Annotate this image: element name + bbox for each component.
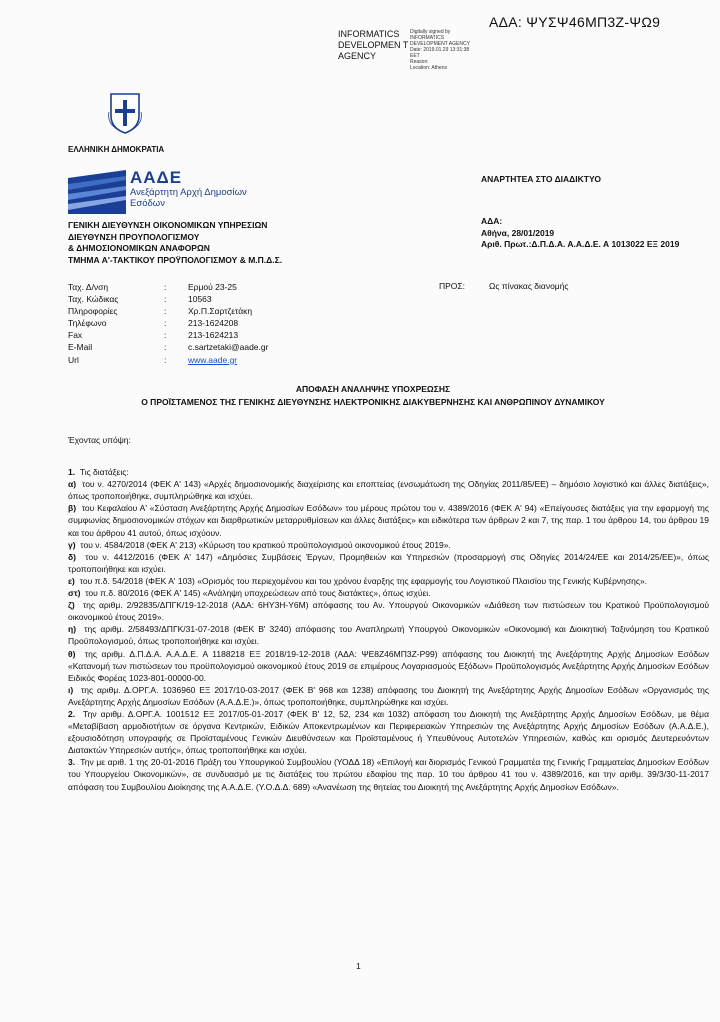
- paragraph-mark: 2.: [68, 708, 76, 719]
- colon: :: [164, 354, 167, 365]
- decision-title: ΑΠΟΦΑΣΗ ΑΝΑΛΗΨΗΣ ΥΠΟΧΡΕΩΣΗΣ: [295, 384, 451, 394]
- protocol-line: Αθήνα, 28/01/2019: [481, 227, 555, 238]
- recipient: [439, 281, 569, 291]
- paragraph: [68, 539, 709, 551]
- paragraph-mark: θ): [68, 648, 76, 659]
- contact-email: c.sartzetaki@aade.gr: [188, 342, 269, 353]
- intro-text: Έχοντας υπόψη:: [68, 435, 131, 445]
- signature-line: EET: [410, 53, 420, 59]
- paragraph-text: του ν. 4412/2016 (ΦΕΚ Α' 147) «Δημόσιες Συμβάσεις Έργων, Προμηθειών και Υπηρεσιών (προσαρμογή στις Οδηγίες 2014/24/ΕΕ και 2014/25/ΕΕ)», όπως τροποποιήθηκε και ισχύει.: [68, 551, 709, 574]
- contact-value: 213-1624208: [188, 318, 239, 329]
- paragraph-mark: β): [68, 503, 77, 514]
- contact-label: Fax: [68, 330, 83, 341]
- organization-header: [68, 220, 282, 266]
- contact-label: E-Mail: [68, 342, 93, 353]
- ada-code: ΑΔΑ: ΨΥΣΨ46ΜΠ3Ζ-ΨΩ9: [489, 14, 661, 30]
- protocol-line: ΑΔΑ:: [481, 216, 503, 226]
- signature-line: Date: 2019.01.29 13:31:38: [410, 47, 470, 53]
- paragraph: [68, 478, 709, 502]
- paragraph-mark: ε): [68, 575, 75, 586]
- colon: :: [164, 294, 167, 305]
- contact-value: 213-1624213: [188, 330, 239, 341]
- decision-authority: Ο ΠΡΟΪΣΤΑΜΕΝΟΣ ΤΗΣ ΓΕΝΙΚΗΣ ΔΙΕΥΘΥΝΣΗΣ ΗΛΕΚΤΡΟΝΙΚΗΣ ΔΙΑΚΥΒΕΡΝΗΣΗΣ ΚΑΙ ΑΝΘΡΩΠΙΝΟΥ ΔΥΝΑΜΙΚΟΥ: [141, 397, 605, 407]
- posting-notice: ΑΝΑΡΤΗΤΕΑ ΣΤΟ ΔΙΑΔΙΚΤΥΟ: [481, 174, 601, 184]
- document-body: [68, 434, 709, 793]
- paragraph: [68, 502, 709, 538]
- protocol-line: Αριθ. Πρωτ.:Δ.Π.Δ.Α. Α.Α.Δ.Ε. Α 1013022 ΕΞ 2019: [481, 239, 680, 249]
- colon: :: [164, 342, 167, 353]
- page-number: 1: [356, 961, 361, 971]
- signer-name: INFORMATICS DEVELOPMEN T AGENCY: [338, 29, 409, 61]
- recipient-value: Ως πίνακας διανομής: [489, 281, 569, 291]
- signature-line: Digitally signed by: [410, 29, 451, 35]
- contact-value: Χρ.Π.Σαρτζετάκη: [188, 306, 253, 317]
- contact-label: Url: [68, 354, 79, 365]
- org-line: & ΔΗΜΟΣΙΟΝΟΜΙΚΩΝ ΑΝΑΦΟΡΩΝ: [68, 243, 210, 253]
- paragraph-mark: ζ): [68, 600, 75, 611]
- paragraph-text: του Κεφαλαίου Α' «Σύσταση Ανεξάρτητης Αρχής Δημοσίων Εσόδων» του μέρους πρώτου του ν. 4389/2016 (ΦΕΚ Α' 94) «Επείγουσες διατάξεις για την εφαρμογή της συμφωνίας δημοσιονομικών στόχων και διαρθρωτικών μεταρρυθμίσεων και άλλες διατάξεις» και ειδικότερα των άρθρων 2 και 7, της παρ. 1 του άρθρου 14, του άρθρου 19 και του άρθρου 41 αυτού, όπως ισχύουν.: [68, 503, 709, 538]
- colon: :: [164, 282, 167, 292]
- paragraph-text: της αριθμ. 2/92835/ΔΠΓΚ/19-12-2018 (ΑΔΑ: 6ΗΥ3Η-Υ6Μ) απόφασης του Αν. Υπουργού Οικονομικών «Διάθεση των πιστώσεων του Κρατικού Προϋπολογισμού οικονομικού έτους 2019».: [68, 600, 709, 623]
- paragraph: [68, 587, 709, 599]
- colon: :: [164, 318, 167, 329]
- contact-details: [68, 281, 268, 366]
- aade-logo-icon: [68, 170, 126, 219]
- paragraph: [68, 599, 709, 623]
- contact-row: [68, 354, 268, 366]
- recipient-label: ΠΡΟΣ:: [439, 281, 466, 291]
- greek-emblem-icon: [108, 92, 142, 139]
- contact-value: 10563: [188, 294, 212, 305]
- contact-row: [68, 341, 268, 353]
- paragraph: [68, 708, 709, 756]
- hellenic-republic-label: ΕΛΛΗΝΙΚΗ ΔΗΜΟΚΡΑΤΙΑ: [68, 145, 165, 154]
- contact-value: Ερμού 23-25: [188, 282, 237, 292]
- website-link[interactable]: www.aade.gr: [188, 354, 238, 365]
- paragraph-text: της αριθμ. 2/58493/ΔΠΓΚ/31-07-2018 (ΦΕΚ Β' 3240) απόφασης του Αναπληρωτή Υπουργού Οικονομικών «Οικονομική και Διοικητική Ταξινόμηση του Κρατικού Προϋπολογισμού, όπως τροποποιήθηκε και ισχύει.: [68, 624, 709, 647]
- contact-row: [68, 317, 268, 329]
- paragraph-text: της αριθμ. Δ.ΟΡΓ.Α. 1036960 ΕΞ 2017/10-03-2017 (ΦΕΚ Β' 968 και 1238) απόφασης του Διοικητή της Ανεξάρτητης Αρχής Δημοσίων Εσόδων «Οργανισμός της Ανεξάρτητης Αρχής Δημοσίων Εσόδων (Α.Α.Δ.Ε.)», όπως τροποποιήθηκε, συμπληρώθηκε και ισχύει.: [68, 684, 709, 707]
- signature-line: DEVELOPMENT AGENCY: [410, 41, 470, 47]
- paragraph-text: της αριθμ. Δ.Π.Δ.Α. Α.Α.Δ.Ε. Α 1188218 ΕΞ 2018/19-12-2018 (ΑΔΑ: ΨΕ8Ζ46ΜΠ3Ζ-Ρ99) απόφασης του Διοικητή της Ανεξάρτητης Αρχής Δημοσίων Εσόδων «Κατανομή των πιστώσεων του προϋπολογισμού οικονομικού έτους 2019 σε επιμέρους Λογαριασμούς Εξόδων» Προϋπολογισμός Ανεξάρτητης Αρχής Δημοσίων Εσόδων Ειδικός Φορέας 1023-801-00000-00.: [68, 648, 709, 683]
- contact-row: [68, 329, 268, 341]
- signature-line: Location: Athens: [410, 65, 447, 71]
- paragraph: [68, 466, 709, 478]
- colon: :: [164, 330, 167, 341]
- paragraph: [68, 551, 709, 575]
- contact-label: Πληροφορίες: [68, 306, 118, 317]
- paragraph-text: του π.δ. 80/2016 (ΦΕΚ Α' 145) «Ανάληψη υποχρεώσεων από τους διατάκτες», όπως ισχύει.: [85, 588, 431, 599]
- contact-row: [68, 305, 268, 317]
- contact-row: [68, 281, 268, 293]
- paragraph-mark: α): [68, 479, 77, 490]
- paragraph-text: Την με αριθ. 1 της 20-01-2016 Πράξη του Υπουργικού Συμβουλίου (ΥΟΔΔ 18) «Επιλογή και διορισμός Γενικού Γραμματέα της Γενικής Γραμματείας Δημοσίων Εσόδων του Υπουργείου Οικονομικών», σε συνδυασμό με τις διατάξεις του πρώτου εδαφίου της παρ. 10 του άρθρου 41 του ν. 4389/2016, και την αριθμ. 39/3/30-11-2017 απόφαση του Συμβουλίου Διοίκησης της Α.Α.Δ.Ε. (Υ.Ο.Δ.Δ. 689) «Ανανέωση της θητείας του Διοικητή της Ανεξάρτητης Αρχής Δημοσίων Εσόδων».: [68, 757, 709, 792]
- paragraph: [68, 756, 709, 792]
- signature-line: Reason:: [410, 59, 429, 65]
- paragraph-text: Τις διατάξεις:: [79, 467, 129, 478]
- paragraph-mark: ι): [68, 684, 74, 695]
- paragraph: [68, 684, 709, 708]
- paragraph: [68, 623, 709, 647]
- paragraph-mark: στ): [68, 588, 81, 599]
- protocol-block: [481, 216, 679, 251]
- contact-row: [68, 293, 268, 305]
- paragraph-mark: δ): [68, 551, 76, 562]
- paragraph-mark: η): [68, 624, 77, 635]
- paragraph: [68, 575, 709, 587]
- contact-label: Ταχ. Δ/νση: [68, 282, 109, 292]
- aade-logo-title: ΑΑΔΕ: [130, 168, 183, 187]
- contact-label: Τηλέφωνο: [68, 318, 107, 329]
- org-line: ΓΕΝΙΚΗ ΔΙΕΥΘΥΝΣΗ ΟΙΚΟΝΟΜΙΚΩΝ ΥΠΗΡΕΣΙΩΝ: [68, 220, 268, 230]
- paragraph-mark: 3.: [68, 757, 76, 768]
- paragraph-mark: γ): [68, 539, 76, 550]
- paragraph: [68, 648, 709, 684]
- org-line: ΔΙΕΥΘΥΝΣΗ ΠΡΟΥΠΟΛΟΓΙΣΜΟΥ: [68, 231, 200, 242]
- colon: :: [164, 306, 167, 317]
- paragraph-text: του π.δ. 54/2018 (ΦΕΚ Α' 103) «Ορισμός του περιεχομένου και του χρόνου έναρξης της εφαρμογής του Λογιστικού Πλαισίου της Γενικής Κυβέρνησης».: [79, 575, 648, 586]
- contact-label: Ταχ. Κώδικας: [68, 294, 119, 305]
- paragraph-text: του ν. 4270/2014 (ΦΕΚ Α' 143) «Αρχές δημοσιονομικής διαχείρισης και εποπτείας (ενσωμάτωση της Οδηγίας 2011/85/ΕΕ) – δημόσιο λογιστικό και άλλες διατάξεις», όπως τροποποιήθηκε, συμπληρώθηκε και ισχύει.: [68, 479, 709, 502]
- org-line: ΤΜΗΜΑ Α'-ΤΑΚΤΙΚΟΥ ΠΡΟΫΠΟΛΟΓΙΣΜΟΥ & Μ.Π.Δ.Σ.: [68, 254, 283, 265]
- paragraph-text: του ν. 4584/2018 (ΦΕΚ Α' 213) «Κύρωση του κρατικού προϋπολογισμού οικονομικού έτους 2019».: [80, 539, 451, 550]
- paragraph-mark: 1.: [68, 467, 76, 478]
- signature-line: INFORMATICS: [410, 35, 445, 41]
- paragraph-text: Την αριθμ. Δ.ΟΡΓ.Α. 1001512 ΕΞ 2017/05-01-2017 (ΦΕΚ Β' 12, 52, 234 και 1032) απόφαση του Διοικητή της Ανεξάρτητης Αρχής Δημοσίων Εσόδων, με θέμα «Μεταβίβαση αρμοδιοτήτων σε όργανα Κεντρικών, Ειδικών Αποκεντρωμένων και Περιφερειακών Υπηρεσιών της Ανεξάρτητης Αρχής Δημοσίων Εσόδων (Α.Α.Δ.Ε.), εξουσιοδότηση υπογραφής σε Προϊσταμένους Γενικών Διευθύνσεων και Προϊσταμένους ή Υπευθύνους Αυτοτελών Υπηρεσιών, καθώς και ορισμός Δευτερευόντων Διατακτών Υπηρεσιών αυτής», όπως τροποποιήθηκε και ισχύει.: [68, 708, 709, 756]
- aade-logo-subtitle: Ανεξάρτητη Αρχή Δημοσίων Εσόδων: [130, 187, 247, 209]
- digital-signature: [410, 29, 490, 71]
